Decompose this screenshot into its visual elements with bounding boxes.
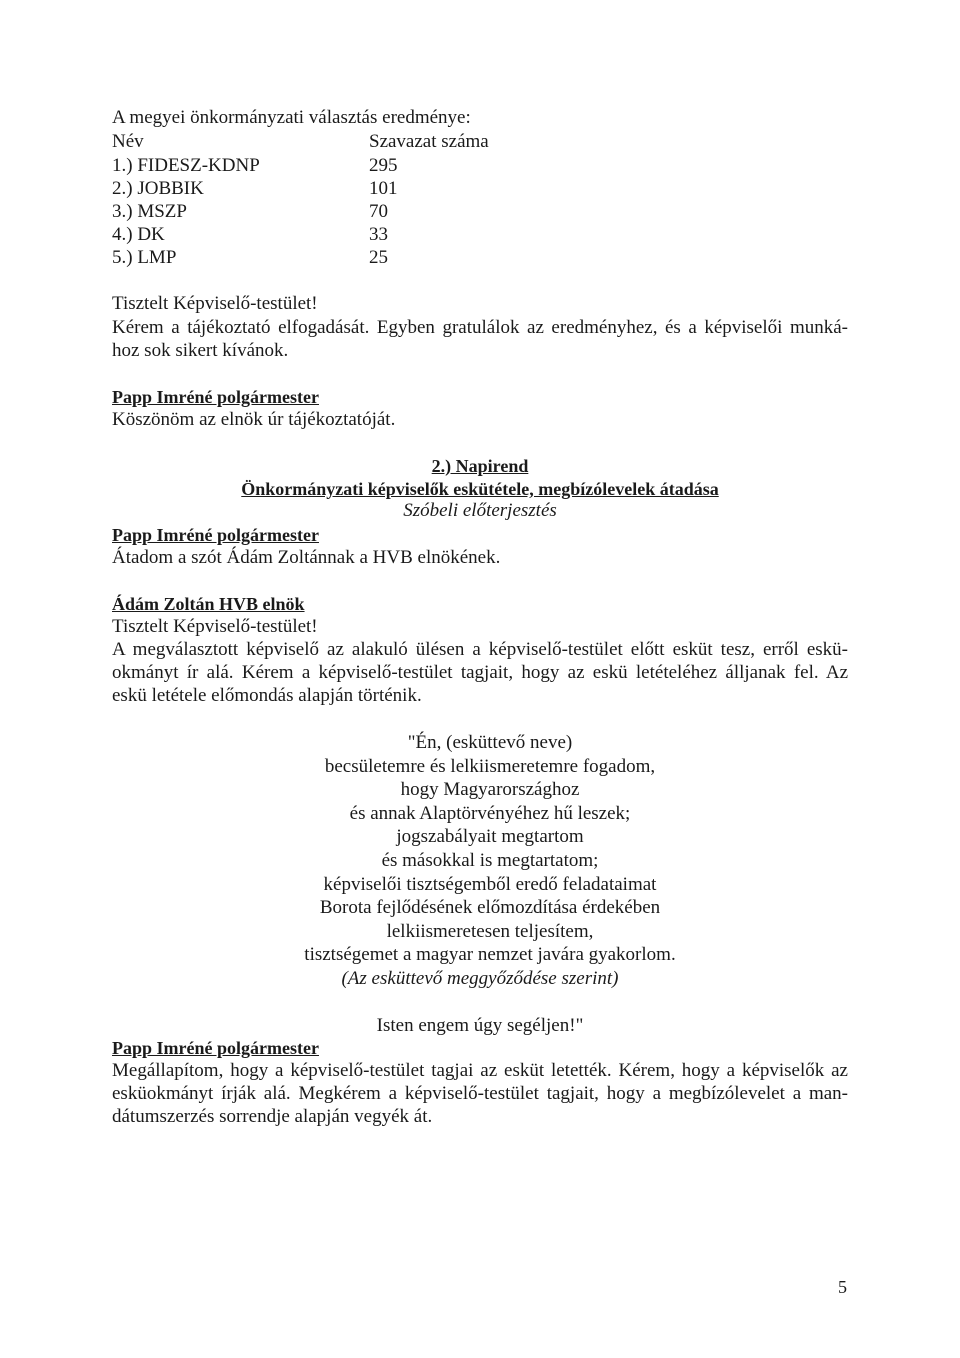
oath-conviction: (Az esküttevő meggyőződése szerint) [341,968,619,989]
vote-count: 33 [369,224,388,245]
party-name: 2.) JOBBIK [112,178,204,199]
salutation: Tisztelt Képviselő-testület! [112,293,318,314]
vote-count: 295 [369,155,398,176]
results-row [112,178,532,200]
paragraph-line: A megválasztott képviselő az alakuló ülésen a képviselő-testület előtt esküt tesz, erről eskü- [112,639,848,660]
paragraph-line: eskü letétele előmondás alapján történik. [112,685,422,706]
agenda-subtitle: Szóbeli előterjesztés [403,500,557,521]
party-name: 5.) LMP [112,247,177,268]
speaker-text: Átadom a szót Ádám Zoltánnak a HVB elnökének. [112,547,501,568]
oath-line: lelkiismeretesen teljesítem, [386,920,594,942]
paragraph-line: okmányt ír alá. Kérem a képviselő-testület tagjait, hogy az eskü letételéhez álljanak fel. Az [112,662,848,683]
oath-line: "Én, (esküttevő neve) [407,732,573,753]
oath-line: és másokkal is megtartatom; [381,849,599,871]
results-row [112,155,532,177]
oath-line: becsületemre és lelkiismeretemre fogadom, [324,755,656,777]
vote-count: 70 [369,201,388,222]
oath-line: hogy Magyarországhoz [400,779,580,801]
oath-text [270,731,710,967]
paragraph-line: Megállapítom, hogy a képviselő-testület tagjai az esküt letették. Kérem, hogy a képviselők az [112,1060,848,1081]
paragraph-line: esküokmányt írják alá. Megkérem a képviselő-testület tagjait, hogy a megbízólevelet a man- [112,1083,848,1104]
speaker-text: Köszönöm az elnök úr tájékoztatóját. [112,409,396,430]
oath-closing: Isten engem úgy segéljen!" [376,1015,584,1036]
page-number: 5 [838,1277,847,1297]
oath-line: Borota fejlődésének előmozdítása érdekében [319,897,661,919]
results-row [112,224,532,246]
column-votes-header: Szavazat száma [369,131,489,152]
results-header-row [112,131,532,153]
party-name: 1.) FIDESZ-KDNP [112,155,260,176]
oath-line: képviselői tisztségemből eredő feladataimat [323,873,657,895]
speaker-name: Ádám Zoltán HVB elnök [112,594,305,614]
results-heading: A megyei önkormányzati választás eredménye: [112,107,471,128]
paragraph-line: hoz sok sikert kívánok. [112,340,289,361]
oath-line: tisztségemet a magyar nemzet javára gyakorlom. [304,944,676,966]
vote-count: 101 [369,178,398,199]
paragraph-line: dátumszerzés sorrendje alapján vegyék át. [112,1106,433,1127]
column-name-header: Név [112,131,144,152]
results-row [112,247,532,269]
party-name: 4.) DK [112,224,165,245]
speaker-name: Papp Imréné polgármester [112,525,319,545]
agenda-number: 2.) Napirend [431,456,529,476]
oath-line: és annak Alaptörvényéhez hű leszek; [349,802,631,824]
vote-count: 25 [369,247,388,268]
speaker-name: Papp Imréné polgármester [112,1038,319,1058]
oath-line: jogszabályait megtartom [396,826,584,848]
agenda-title: Önkormányzati képviselők eskütétele, megbízólevelek átadása [241,479,719,499]
salutation: Tisztelt Képviselő-testület! [112,616,318,637]
party-name: 3.) MSZP [112,201,187,222]
results-row [112,201,532,223]
speaker-name: Papp Imréné polgármester [112,387,319,407]
paragraph-line: Kérem a tájékoztató elfogadását. Egyben gratulálok az eredményhez, és a képviselői munká- [112,317,848,338]
